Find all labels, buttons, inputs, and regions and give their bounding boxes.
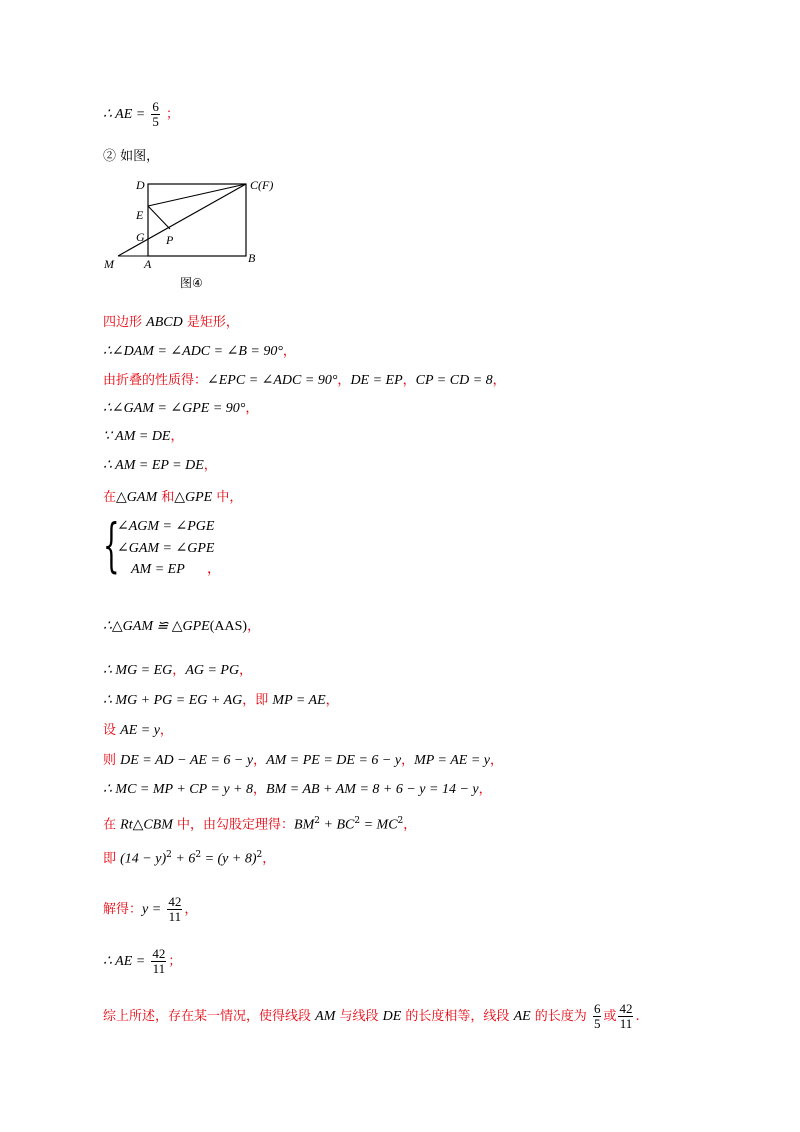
line-because: ∵ AM = DE，: [103, 429, 184, 444]
label-c: C(F): [250, 178, 274, 192]
line-am-ep-de: ∴ AM = EP = DE，: [103, 458, 217, 473]
line-right-angles: ∴∠DAM = ∠ADC = ∠B = 90°，: [103, 344, 296, 359]
line-equation: 即 $(14 - y)^2 + 6^2 = (y + 8)^2$，: [103, 850, 276, 867]
segment-ep: [148, 206, 170, 229]
line-conclusion: 综上所述，存在某一情况，使得线段 AM 与线段 DE 的长度相等，线段 AE 的长度为 $\frac{6}{5}$ 或 $\frac{42}{11}$ .: [103, 1001, 640, 1031]
line-ae-result: ∴ AE = $\frac{42}{11}$ ；: [103, 946, 182, 976]
left-brace: {: [103, 511, 120, 579]
line-pythagoras: 在 Rt△CBM 中，由勾股定理得：$BM^2 + BC^2 = MC^2$，: [103, 816, 417, 833]
line-expressions: 则 DE = AD − AE = 6 − y，AM = PE = DE = 6 − y，MP = AE = y，: [103, 753, 504, 768]
geometry-figure: [100, 172, 300, 292]
label-m: M: [104, 257, 114, 271]
segment-ec: [148, 184, 246, 206]
line-triangles: 在△GAM 和△GPE 中，: [103, 490, 243, 505]
condition-3: AM = EP: [131, 562, 185, 577]
line-let-y: 设 AE = y，: [103, 723, 173, 738]
answer-line-1: ∴ AE = $\frac{6}{5}$ ；: [103, 99, 180, 129]
fraction-42-11-b: $\frac{42}{11}$: [152, 946, 166, 976]
line-mc-bm: ∴ MC = MP + CP = y + 8，BM = AB + AM = 8 + 6 − y = 14 − y，: [103, 782, 492, 797]
label-p: P: [166, 233, 174, 247]
fraction-6-5: $\frac{6}{5}$: [152, 99, 159, 129]
congruence-conditions: { ∠AGM = ∠PGE ∠GAM = ∠GPE AM = EP ，: [103, 511, 221, 579]
label-a: A: [144, 257, 152, 271]
line-mp-ae: ∴ MG + PG = EG + AG，即 MP = AE，: [103, 693, 339, 708]
label-d: D: [136, 178, 145, 192]
figure-caption: 图④: [180, 276, 203, 290]
line-mg-eg: ∴ MG = EG，AG = PG，: [103, 663, 253, 678]
ae-expr: ∴ AE =: [103, 107, 146, 122]
label-g: G: [136, 230, 145, 244]
fraction-42-11-final: $\frac{42}{11}$: [619, 1001, 633, 1031]
line-congruent: ∴△GAM ≌ △GPE(AAS)，: [103, 619, 261, 634]
line-gam-gpe: ∴∠GAM = ∠GPE = 90°，: [103, 401, 259, 416]
line-solve: 解得：y = $\frac{42}{11}$ ，: [103, 894, 198, 924]
line-folding: 由折叠的性质得：∠EPC = ∠ADC = 90°，DE = EP，CP = CD = 8，: [103, 373, 506, 388]
line-rectangle: 四边形 ABCD 是矩形，: [103, 315, 239, 330]
condition-2: ∠GAM = ∠GPE: [117, 541, 215, 556]
label-b: B: [248, 251, 256, 265]
fraction-42-11: $\frac{42}{11}$: [168, 894, 182, 924]
case-2-heading: ② 如图，: [103, 149, 160, 164]
condition-1: ∠AGM = ∠PGE: [117, 519, 215, 534]
fraction-6-5-final: $\frac{6}{5}$: [593, 1001, 601, 1031]
label-e: E: [136, 208, 144, 222]
